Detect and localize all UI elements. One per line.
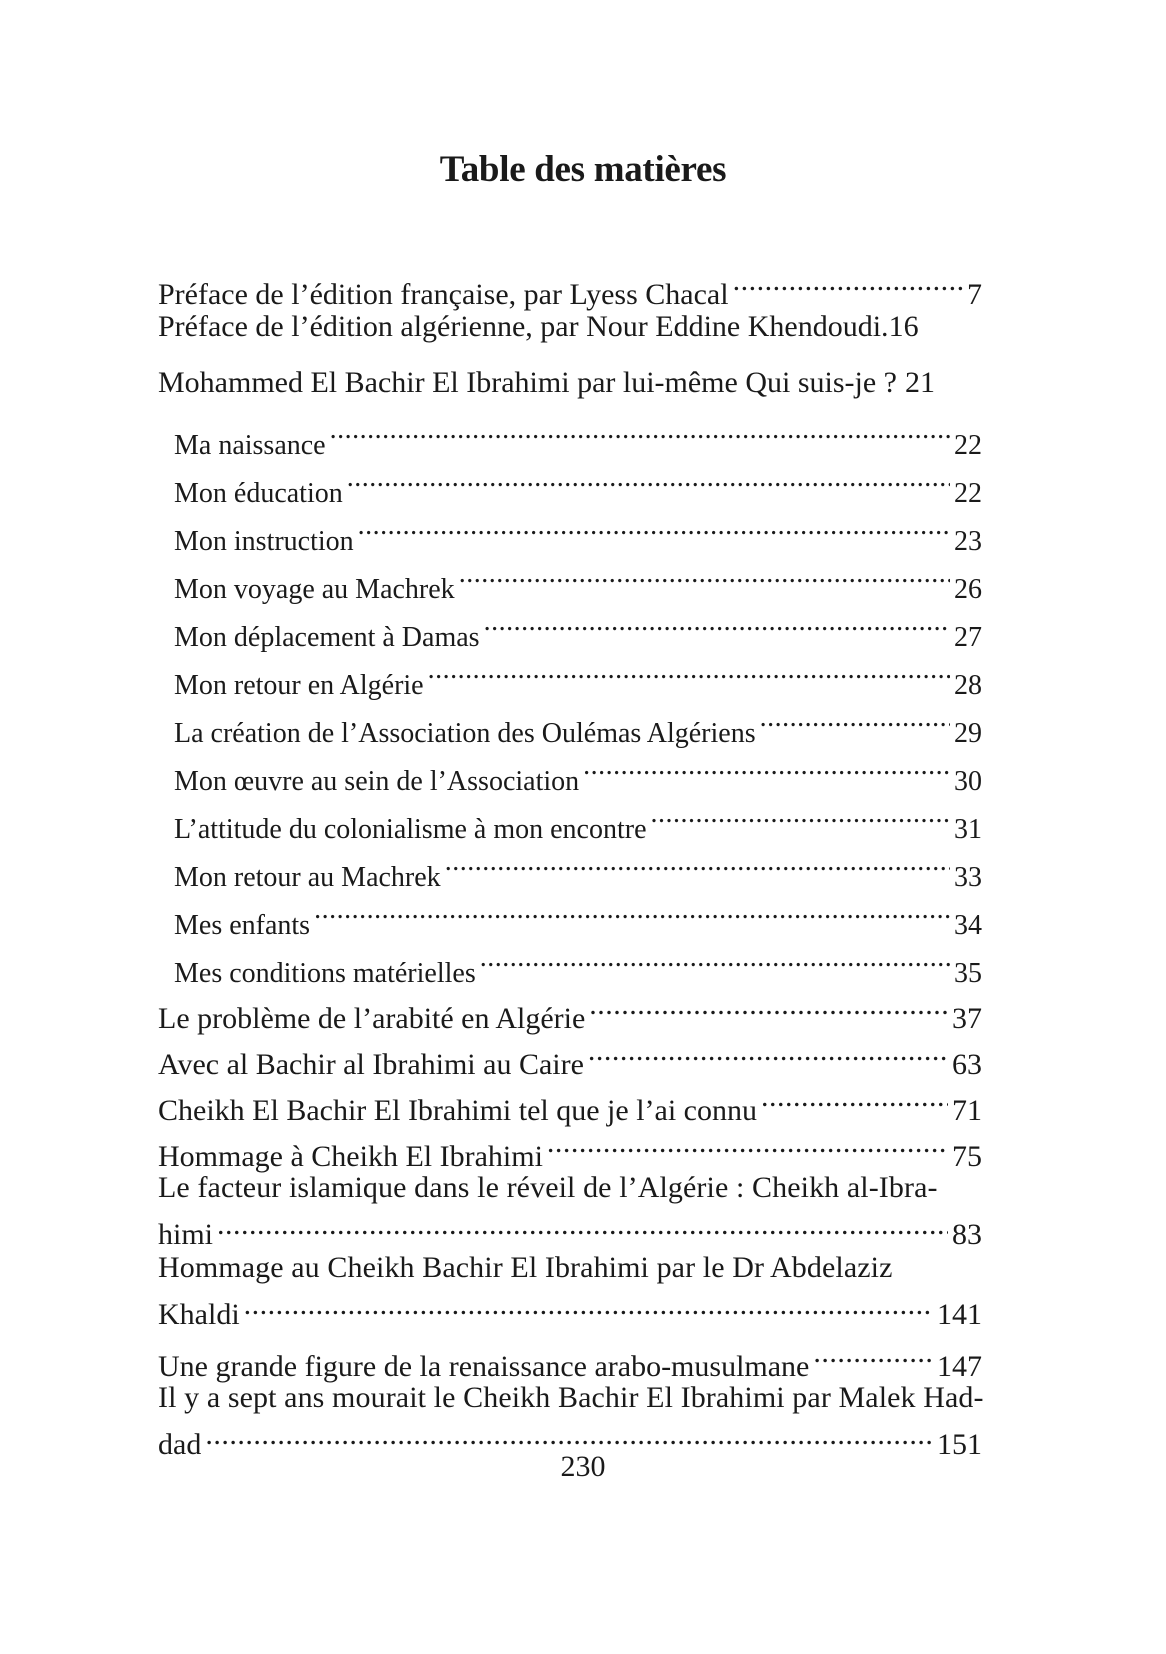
dot-leader bbox=[205, 1416, 933, 1454]
toc-subentry bbox=[158, 694, 982, 749]
dot-leader bbox=[813, 1330, 933, 1376]
toc-entry-title: Mon déplacement à Damas bbox=[174, 622, 480, 653]
toc-entry-continuation bbox=[158, 1286, 982, 1331]
toc-entry-multiline bbox=[158, 1380, 984, 1461]
toc-subentry bbox=[158, 454, 982, 509]
toc-entry-title: Mes enfants bbox=[174, 910, 311, 941]
toc-entry-page: 16 bbox=[888, 310, 919, 343]
dot-leader bbox=[589, 982, 948, 1028]
toc-subentry bbox=[158, 502, 982, 557]
toc-entry-page: 151 bbox=[937, 1428, 982, 1461]
toc-entry bbox=[158, 258, 982, 311]
dot-leader bbox=[445, 838, 950, 886]
toc-entry-page: 71 bbox=[952, 1094, 982, 1127]
toc-subentry bbox=[158, 886, 982, 941]
toc-entry-page: 23 bbox=[954, 526, 982, 557]
toc-entry bbox=[158, 360, 982, 406]
dot-leader bbox=[484, 598, 950, 646]
toc-entry-page: 63 bbox=[952, 1048, 982, 1081]
dot-leader bbox=[330, 406, 950, 454]
dot-leader bbox=[347, 454, 950, 502]
toc-entry-title: Préface de l’édition algérienne, par Nour Eddine Khendoudi. bbox=[158, 310, 889, 343]
toc-entry-title: Mohammed El Bachir El Ibrahimi par lui-même Qui suis-je ? bbox=[158, 366, 897, 399]
toc-entry bbox=[158, 982, 982, 1035]
table-of-contents bbox=[158, 258, 982, 1460]
toc-entry-page: 141 bbox=[937, 1298, 982, 1331]
toc-entry-title: Mon voyage au Machrek bbox=[174, 574, 455, 605]
toc-entry-title: Une grande figure de la renaissance arabo-musulmane bbox=[158, 1350, 810, 1383]
toc-subentry bbox=[158, 550, 982, 605]
toc-entry-page: 26 bbox=[954, 574, 982, 605]
dot-leader bbox=[428, 646, 950, 694]
toc-entry bbox=[158, 1074, 982, 1127]
toc-entry-title: himi bbox=[158, 1218, 214, 1251]
toc-entry-title: Mon instruction bbox=[174, 526, 354, 557]
toc-entry-page: 31 bbox=[954, 814, 982, 845]
toc-entry-title-line: Le facteur islamique dans le réveil de l’Algérie : Cheikh al-Ibra- bbox=[158, 1171, 938, 1204]
toc-entry-continuation bbox=[158, 1416, 982, 1461]
toc-entry-title: Mon retour au Machrek bbox=[174, 862, 441, 893]
toc-entry bbox=[158, 304, 982, 350]
toc-subentry bbox=[158, 646, 982, 701]
dot-leader bbox=[733, 258, 963, 304]
dot-leader bbox=[583, 742, 950, 790]
toc-subentry bbox=[158, 790, 982, 845]
toc-entry-page: 83 bbox=[952, 1218, 982, 1251]
toc-entry-page: 147 bbox=[937, 1350, 982, 1383]
toc-entry-title-line: Hommage au Cheikh Bachir El Ibrahimi par le Dr Abdelaziz bbox=[158, 1251, 893, 1284]
toc-entry-multiline bbox=[158, 1250, 982, 1331]
toc-entry-page: 33 bbox=[954, 862, 982, 893]
dot-leader bbox=[217, 1206, 948, 1244]
toc-entry-title: Hommage à Cheikh El Ibrahimi bbox=[158, 1140, 543, 1173]
toc-entry-page: 28 bbox=[954, 670, 982, 701]
toc-entry-page: 30 bbox=[954, 766, 982, 797]
toc-entry-title: Mon œuvre au sein de l’Association bbox=[174, 766, 580, 797]
toc-entry-page: 27 bbox=[954, 622, 982, 653]
toc-entry-title: Khaldi bbox=[158, 1298, 240, 1331]
toc-entry bbox=[158, 1120, 982, 1173]
dot-leader bbox=[760, 694, 950, 742]
toc-entry-page: 22 bbox=[954, 478, 982, 509]
dot-leader bbox=[588, 1028, 948, 1074]
page-number: 230 bbox=[560, 1450, 606, 1483]
dot-leader bbox=[314, 886, 950, 934]
toc-entry bbox=[158, 1028, 982, 1081]
toc-entry bbox=[158, 1330, 982, 1383]
toc-entry-continuation bbox=[158, 1206, 982, 1251]
toc-entry-title: Avec al Bachir al Ibrahimi au Caire bbox=[158, 1048, 584, 1081]
toc-entry-page: 29 bbox=[954, 718, 982, 749]
toc-entry-title: Mon retour en Algérie bbox=[174, 670, 424, 701]
toc-entry-page: 34 bbox=[954, 910, 982, 941]
toc-entry-title: dad bbox=[158, 1428, 202, 1461]
dot-leader bbox=[651, 790, 951, 838]
dot-leader bbox=[547, 1120, 948, 1166]
toc-subentry bbox=[158, 742, 982, 797]
dot-leader bbox=[761, 1074, 948, 1120]
toc-entry-page: 75 bbox=[952, 1140, 982, 1173]
toc-entry-title: Ma naissance bbox=[174, 430, 326, 461]
toc-entry-title: La création de l’Association des Oulémas Algériens bbox=[174, 718, 756, 749]
toc-entry-title: Préface de l’édition française, par Lyess Chacal bbox=[158, 278, 729, 311]
toc-entry-multiline bbox=[158, 1170, 982, 1251]
toc-entry-title: Mon éducation bbox=[174, 478, 343, 509]
toc-entry-title: Cheikh El Bachir El Ibrahimi tel que je l’ai connu bbox=[158, 1094, 757, 1127]
toc-subentry bbox=[158, 406, 982, 461]
toc-subentry bbox=[158, 598, 982, 653]
dot-leader bbox=[480, 934, 950, 982]
toc-entry-page: 7 bbox=[967, 278, 982, 311]
toc-entry-page: 21 bbox=[904, 366, 935, 399]
dot-leader bbox=[244, 1286, 933, 1324]
dot-leader bbox=[358, 502, 950, 550]
toc-entry-title: Le problème de l’arabité en Algérie bbox=[158, 1002, 586, 1035]
toc-entry-title-line: Il y a sept ans mourait le Cheikh Bachir El Ibrahimi par Malek Had- bbox=[158, 1381, 984, 1414]
toc-entry-page: 37 bbox=[952, 1002, 982, 1035]
dot-leader bbox=[459, 550, 950, 598]
toc-entry-page: 22 bbox=[954, 430, 982, 461]
page-title: Table des matières bbox=[439, 149, 727, 190]
toc-subentry bbox=[158, 934, 982, 989]
toc-entry-page: 35 bbox=[954, 958, 982, 989]
toc-subentry bbox=[158, 838, 982, 893]
toc-entry-title: L’attitude du colonialisme à mon encontre bbox=[174, 814, 647, 845]
toc-entry-title: Mes conditions matérielles bbox=[174, 958, 476, 989]
